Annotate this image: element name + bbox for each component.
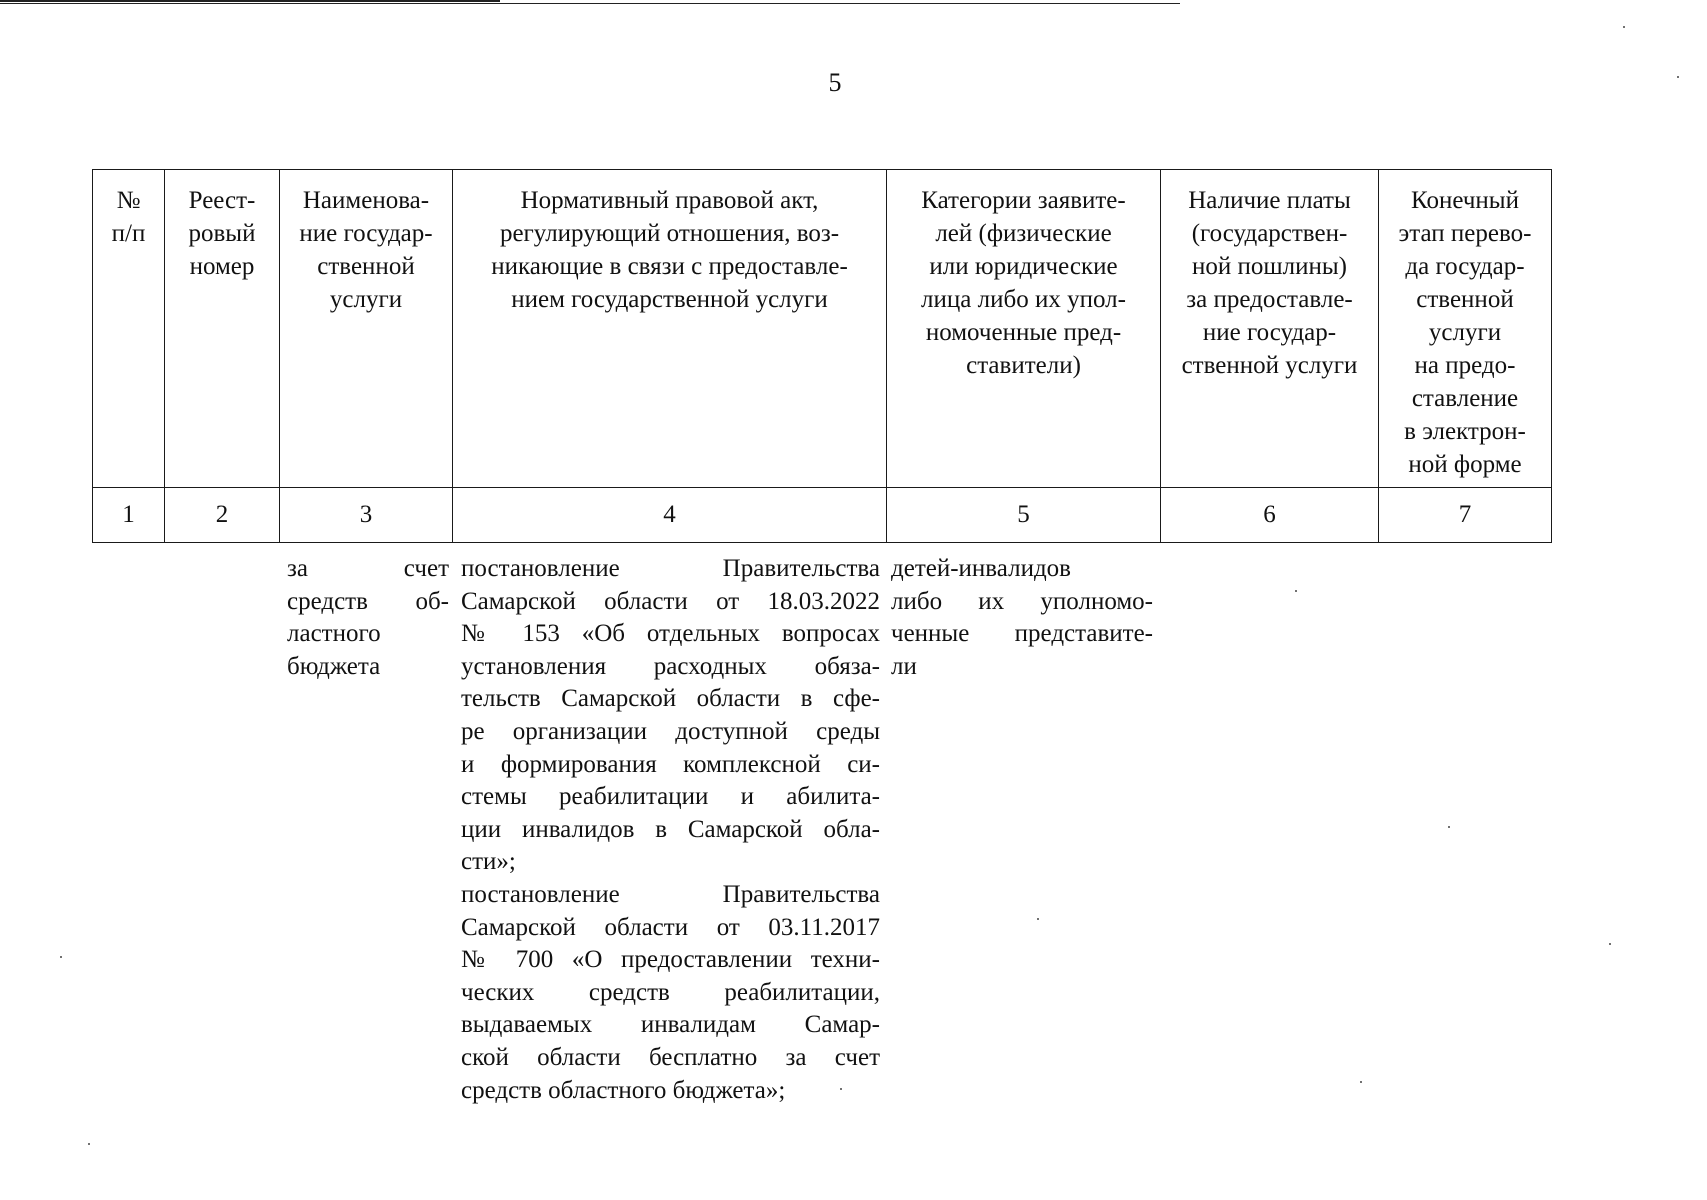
header-cell-registry-number: Реест- ровый номер (165, 170, 280, 488)
scan-speck (840, 1088, 842, 1090)
column-number: 4 (453, 488, 887, 543)
text-line: средств областного бюджета»; (461, 1076, 786, 1104)
text-line: бюджета (287, 652, 381, 680)
scan-speck (60, 956, 62, 958)
column-number: 2 (165, 488, 280, 543)
text-line: ской области бесплатно за счет (461, 1043, 880, 1071)
header-cell-number: № п/п (93, 170, 165, 488)
header-cell-service-name: Наименова- ние государ- ственной услуги (280, 170, 453, 488)
text-line: ции инвалидов в Самарской обла- (461, 815, 880, 843)
services-table-header (92, 169, 1552, 543)
text-line: ческих средств реабилитации, (461, 978, 880, 1006)
text-line: стемы реабилитации и абилита- (461, 783, 880, 811)
scan-speck (1448, 826, 1450, 828)
header-cell-legal-act: Нормативный правовой акт, регулирующий отношения, воз- никающие в связи с предоставле- нием государственной услуги (453, 170, 887, 488)
text-line: ченные представите- (891, 620, 1153, 648)
text-line: Самарской области от 03.11.2017 (461, 913, 880, 941)
text-line: выдаваемых инвалидам Самар- (461, 1011, 880, 1039)
header-cell-electronic-stage: Конечный этап перево- да государ- ственной услуги на предо- ставление в электрон- ной форме (1379, 170, 1552, 488)
text-line: детей-инвалидов (891, 555, 1071, 582)
text-line: и формирования комплексной си- (461, 750, 880, 778)
column-number: 6 (1161, 488, 1379, 543)
text-line: постановление Правительства (461, 880, 880, 908)
scan-speck (88, 1143, 90, 1145)
scan-speck (1623, 26, 1625, 28)
scan-speck (1609, 943, 1611, 945)
text-line: сти»; (461, 848, 516, 876)
text-line: либо их уполномо- (891, 587, 1153, 615)
column-number: 5 (887, 488, 1161, 543)
text-line: ли (891, 652, 917, 680)
text-line: № 153 «Об отдельных вопросах (461, 620, 880, 648)
text-line: постановление Правительства (461, 555, 880, 582)
text-line: № 700 «О предоставлении техни- (461, 946, 880, 974)
column-number: 3 (280, 488, 453, 543)
page-number: 5 (828, 68, 842, 97)
header-cell-fee: Наличие платы (государствен- ной пошлины) за предоставле- ние государ- ственной услуги (1161, 170, 1379, 488)
continuation-col3-funding (287, 553, 449, 683)
text-line: установления расходных обяза- (461, 652, 880, 680)
text-line: тельств Самарской области в сфе- (461, 685, 880, 713)
scan-edge-line (0, 0, 500, 2)
scan-speck (1360, 1081, 1362, 1083)
text-line: Самарской области от 18.03.2022 (461, 587, 880, 615)
column-number: 1 (93, 488, 165, 543)
continuation-col5-applicants (891, 553, 1153, 683)
text-line: ре организации доступной среды (461, 717, 880, 745)
text-line: за счет (287, 555, 449, 582)
scan-edge-line (0, 3, 1180, 4)
text-line: средств об- (287, 587, 449, 615)
scan-speck (1677, 76, 1679, 78)
scan-speck (1295, 590, 1297, 592)
column-number: 7 (1379, 488, 1552, 543)
scan-speck (1037, 918, 1039, 920)
header-cell-applicant-categories: Категории заявите- лей (физические или юридические лица либо их упол- номоченные пред- ставители) (887, 170, 1161, 488)
continuation-col4-legal-acts (461, 553, 880, 1107)
text-line: ластного (287, 620, 381, 648)
column-number-row (93, 488, 1552, 543)
header-row (93, 170, 1552, 488)
